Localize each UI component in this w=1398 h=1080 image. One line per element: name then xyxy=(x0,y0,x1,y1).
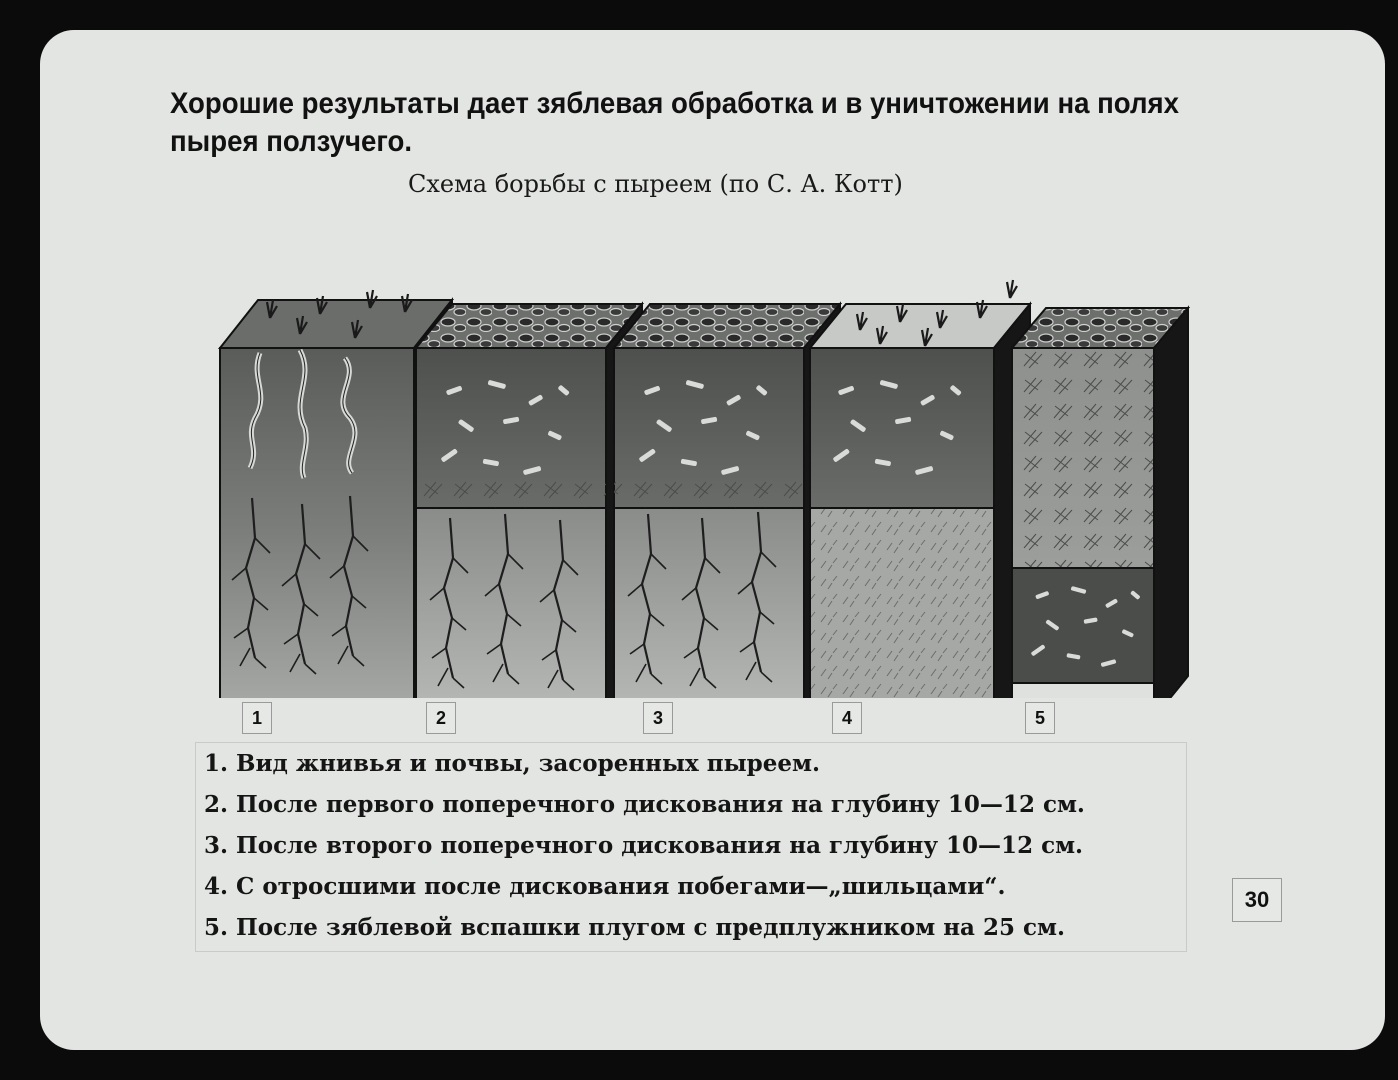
legend-item-5: 5. После зяблевой вспашки плугом с предплужником на 25 см. xyxy=(204,914,1065,941)
slide xyxy=(40,30,1385,1050)
soil-block-5 xyxy=(1012,308,1188,698)
legend-item-4: 4. С отросшими после дискования побегами—„шильцами“. xyxy=(204,873,1006,900)
block-label-2: 2 xyxy=(426,702,456,734)
soil-block-3 xyxy=(614,304,840,698)
figure-caption: Схема борьбы с пыреем (по С. А. Котт) xyxy=(408,170,903,198)
legend-item-1: 1. Вид жнивья и почвы, засоренных пыреем. xyxy=(204,750,821,777)
block-label-3: 3 xyxy=(643,702,673,734)
slide-title: Хорошие результаты дает зяблевая обработка и в уничтожении на полях пырея ползучего. xyxy=(170,87,1179,158)
block-label-4: 4 xyxy=(832,702,862,734)
page-number: 30 xyxy=(1232,878,1282,922)
block-label-5: 5 xyxy=(1025,702,1055,734)
legend-item-3: 3. После второго поперечного дискования на глубину 10—12 см. xyxy=(204,832,1084,859)
legend-list xyxy=(195,742,1187,952)
block-label-1: 1 xyxy=(242,702,272,734)
soil-block-4 xyxy=(810,280,1030,698)
soil-blocks-figure xyxy=(180,268,1200,698)
legend-item-2: 2. После первого поперечного дискования на глубину 10—12 см. xyxy=(204,791,1085,818)
soil-block-2 xyxy=(416,304,642,698)
